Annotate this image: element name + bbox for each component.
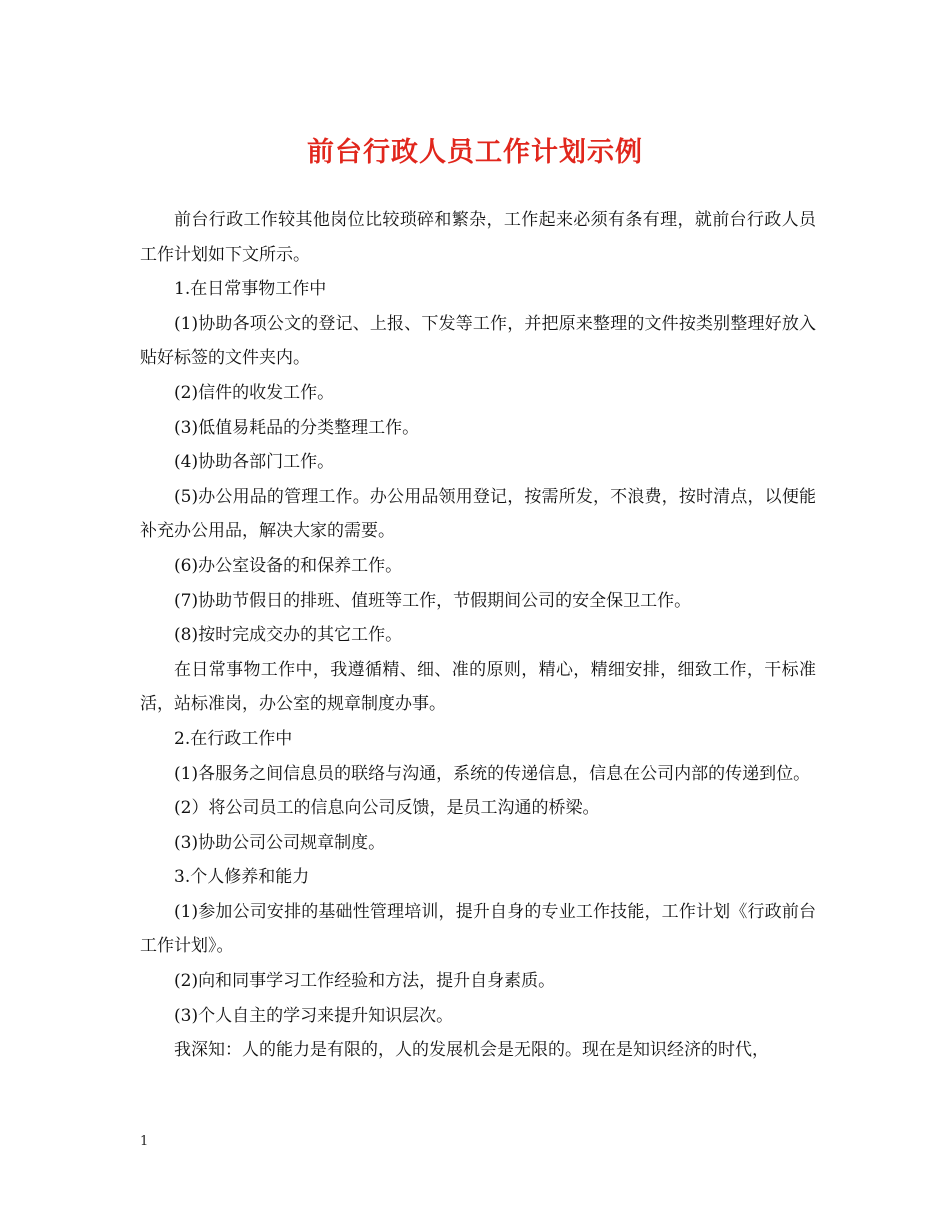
list-item-3-3: (3)个人自主的学习来提升知识层次。 bbox=[174, 1005, 454, 1026]
paragraph-closing: 我深知：人的能力是有限的，人的发展机会是无限的。现在是知识经济的时代， bbox=[174, 1040, 769, 1061]
list-item-1-2: (2)信件的收发工作。 bbox=[174, 382, 335, 403]
list-item-1-7: (7)协助节假日的排班、值班等工作，节假期间公司的安全保卫工作。 bbox=[174, 590, 692, 611]
page-number: 1 bbox=[140, 1134, 149, 1149]
list-item-3-2: (2)向和同事学习工作经验和方法，提升自身素质。 bbox=[174, 971, 556, 992]
list-item-1-4: (4)协助各部门工作。 bbox=[174, 452, 335, 473]
list-item-2-3: (3)协助公司公司规章制度。 bbox=[174, 832, 386, 853]
list-item-1-3: (3)低值易耗品的分类整理工作。 bbox=[174, 417, 420, 438]
list-item-3-1: (1)参加公司安排的基础性管理培训，提升自身的专业工作技能，工作计划《行政前台工作计划》。 bbox=[140, 901, 816, 957]
paragraph-intro: 前台行政工作较其他岗位比较琐碎和繁杂，工作起来必须有条有理，就前台行政人员工作计划如下文所示。 bbox=[140, 210, 816, 265]
document-body bbox=[140, 203, 816, 1068]
list-item-1-1: (1)协助各项公文的登记、上报、下发等工作，并把原来整理的文件按类别整理好放入贴好标签的文件夹内。 bbox=[140, 313, 816, 369]
document-title: 前台行政人员工作计划示例 bbox=[307, 137, 643, 168]
section-heading-2: 2.在行政工作中 bbox=[174, 728, 293, 749]
section-heading-3: 3.个人修养和能力 bbox=[174, 867, 310, 888]
paragraph-summary-1: 在日常事物工作中，我遵循精、细、准的原则，精心，精细安排，细致工作，干标准活，站标准岗，办公室的规章制度办事。 bbox=[140, 659, 816, 715]
list-item-1-5: (5)办公用品的管理工作。办公用品领用登记，按需所发，不浪费，按时清点，以便能补充办公用品，解决大家的需要。 bbox=[140, 486, 816, 542]
list-item-2-2: (2）将公司员工的信息向公司反馈，是员工沟通的桥梁。 bbox=[174, 798, 600, 819]
section-heading-1: 1.在日常事物工作中 bbox=[174, 279, 327, 300]
list-item-1-6: (6)办公室设备的和保养工作。 bbox=[174, 555, 403, 576]
list-item-1-8: (8)按时完成交办的其它工作。 bbox=[174, 625, 403, 646]
list-item-2-1: (1)各服务之间信息员的联络与沟通，系统的传递信息，信息在公司内部的传递到位。 bbox=[174, 763, 811, 784]
